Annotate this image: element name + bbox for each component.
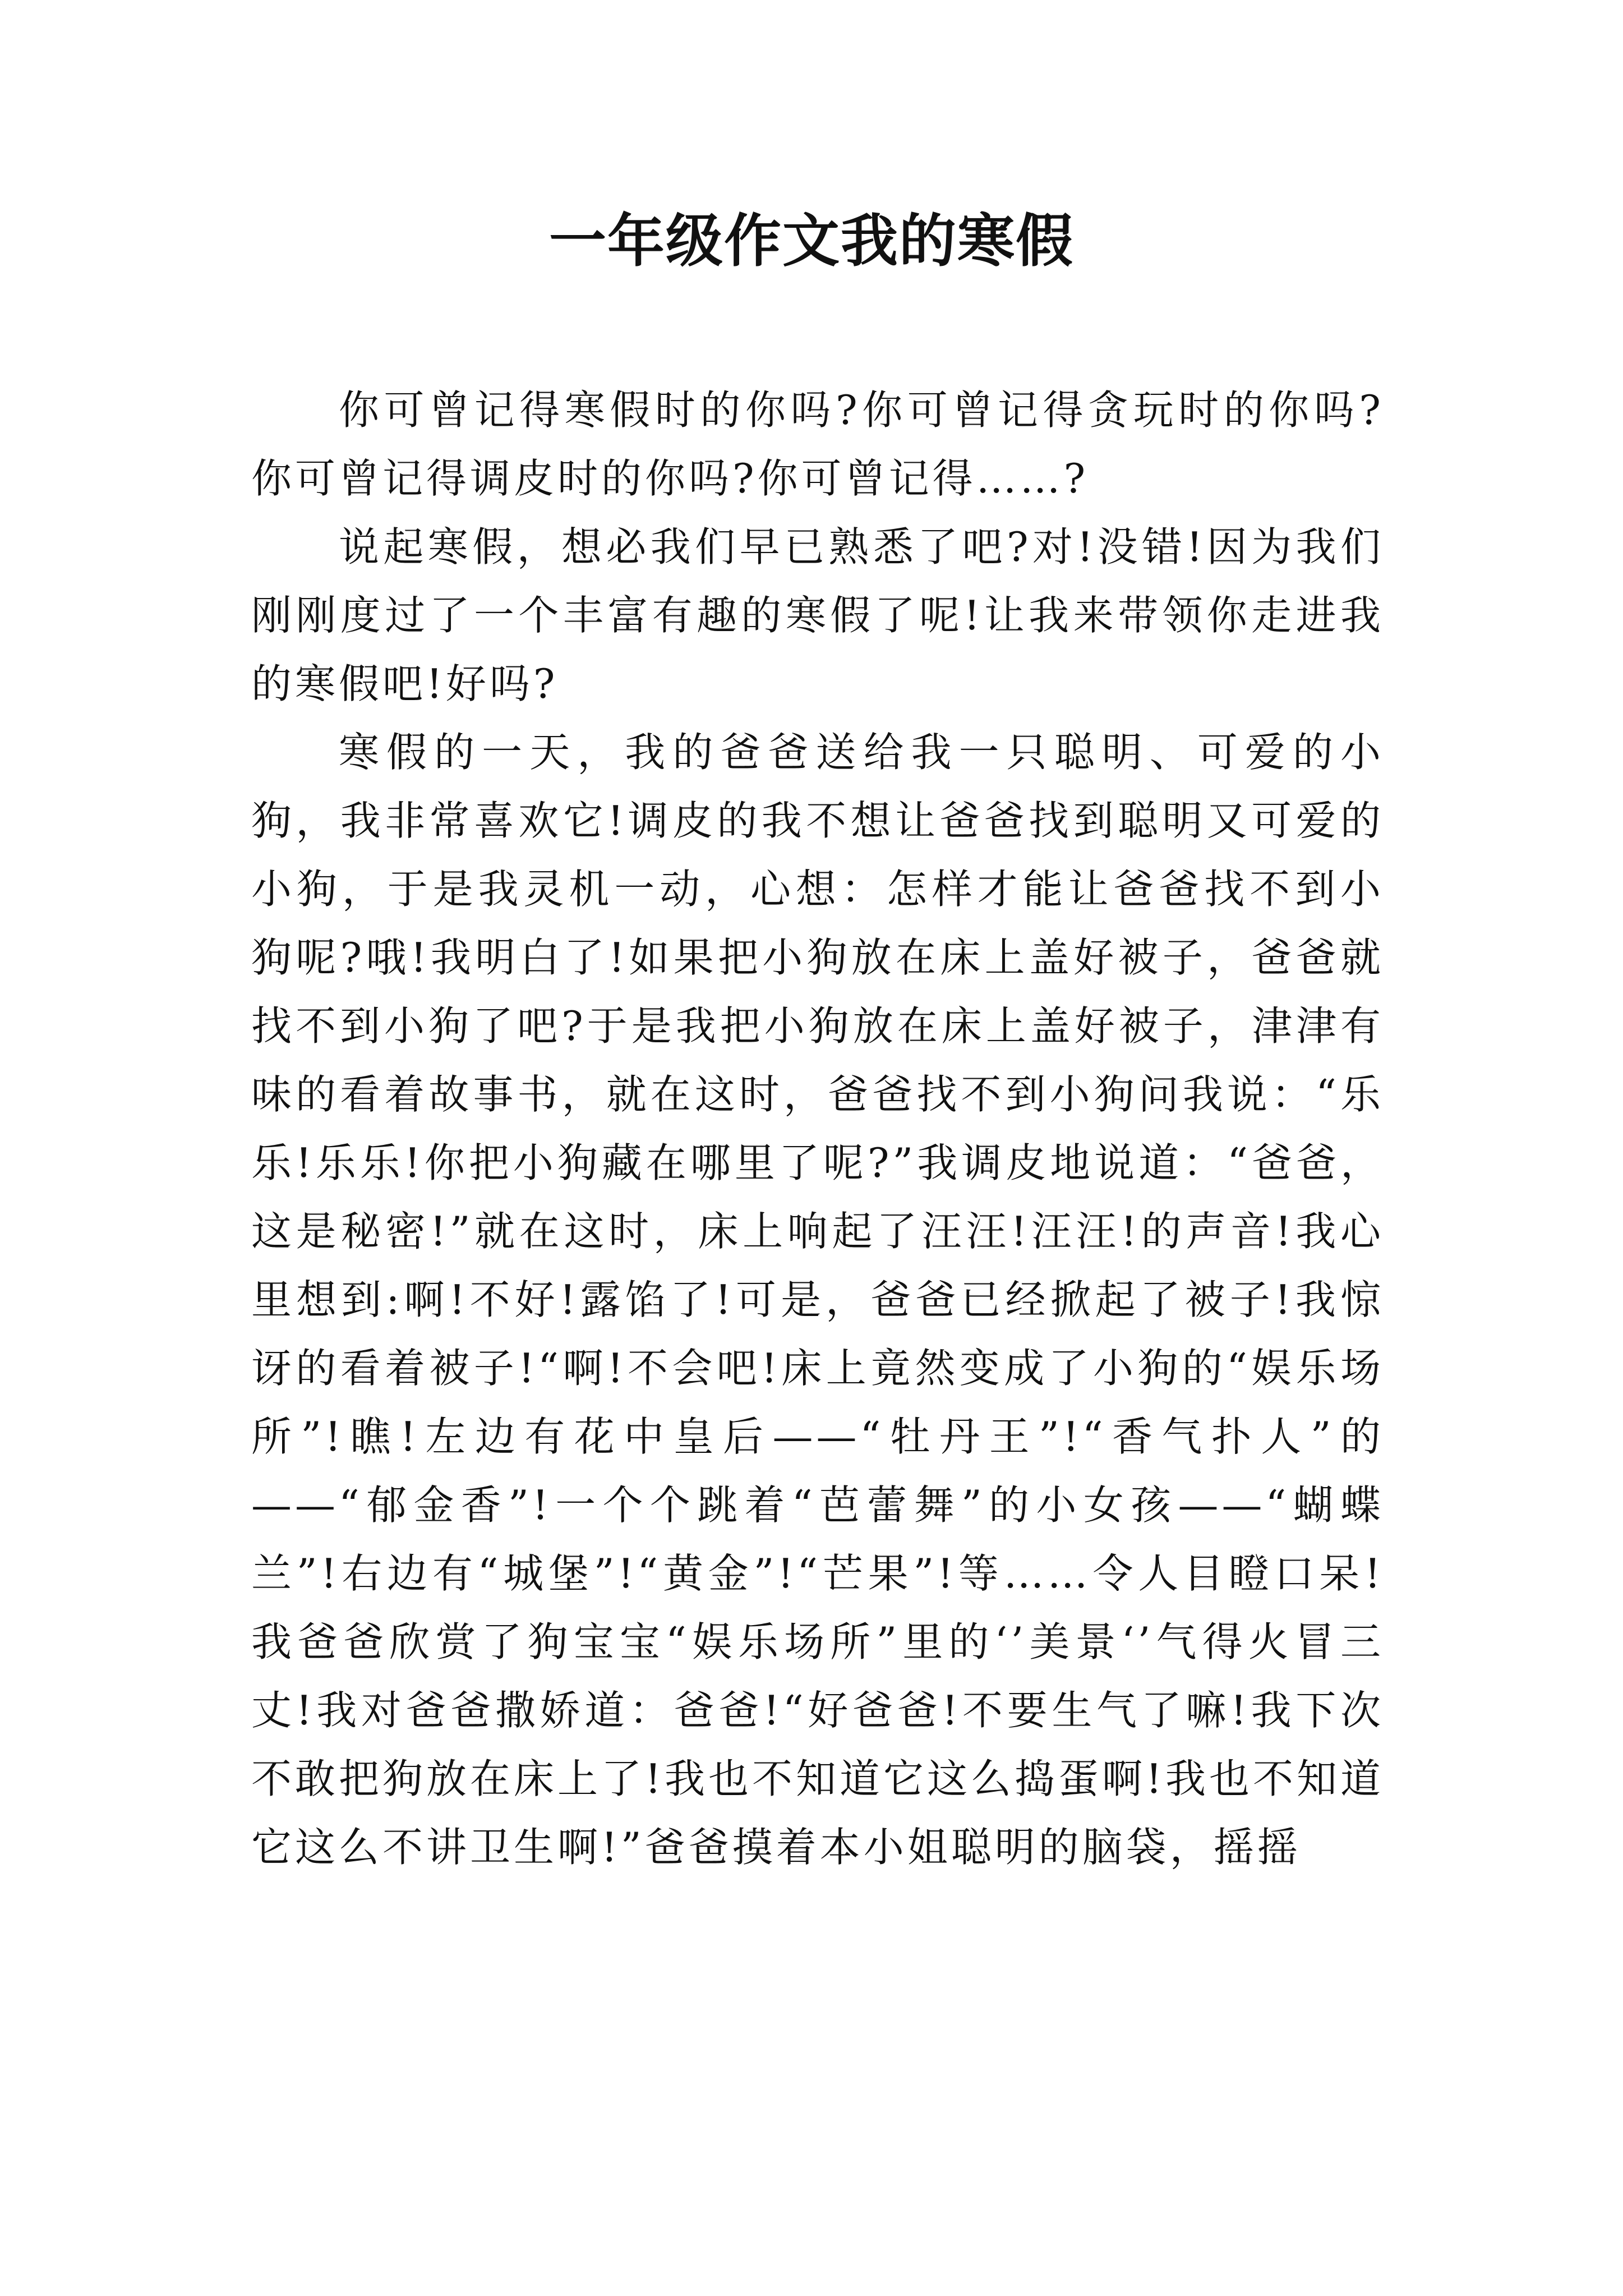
paragraph-2: 说起寒假，想必我们早已熟悉了吧?对!没错!因为我们刚刚度过了一个丰富有趣的寒假了呢!让我来带领你走进我的寒假吧!好吗?	[251, 523, 1384, 707]
document-body	[251, 376, 1384, 1881]
paragraph-3: 寒假的一天，我的爸爸送给我一只聪明、可爱的小狗，我非常喜欢它!调皮的我不想让爸爸找到聪明又可爱的小狗，于是我灵机一动，心想：怎样才能让爸爸找不到小狗呢?哦!我明白了!如果把小狗放在床上盖好被子，爸爸就找不到小狗了吧?于是我把小狗放在床上盖好被子，津津有味的看着故事书，就在这时，爸爸找不到小狗问我说：“乐乐!乐乐!你把小狗藏在哪里了呢?”我调皮地说道：“爸爸，这是秘密!”就在这时，床上响起了汪汪!汪汪!的声音!我心里想到:啊!不好!露馅了!可是，爸爸已经掀起了被子!我惊讶的看着被子!“啊!不会吧!床上竟然变成了小狗的“娱乐场所”!瞧!左边有花中皇后——“牡丹王”!“香气扑人”的——“郁金香”!一个个跳着“芭蕾舞”的小女孩——“蝴蝶兰”!右边有“城堡”!“黄金”!“芒果”!等……令人目瞪口呆!我爸爸欣赏了狗宝宝“娱乐场所”里的‘’美景‘’气得火冒三丈!我对爸爸撒娇道：爸爸!“好爸爸!不要生气了嘛!我下次不敢把狗放在床上了!我也不知道它这么捣蛋啊!我也不知道它这么不讲卫生啊!”爸爸摸着本小姐聪明的脑袋，摇摇	[251, 729, 1384, 1871]
paragraph-1: 你可曾记得寒假时的你吗?你可曾记得贪玩时的你吗?你可曾记得调皮时的你吗?你可曾记得……?	[251, 386, 1384, 502]
document-title: 一年级作文我的寒假	[549, 208, 1074, 275]
